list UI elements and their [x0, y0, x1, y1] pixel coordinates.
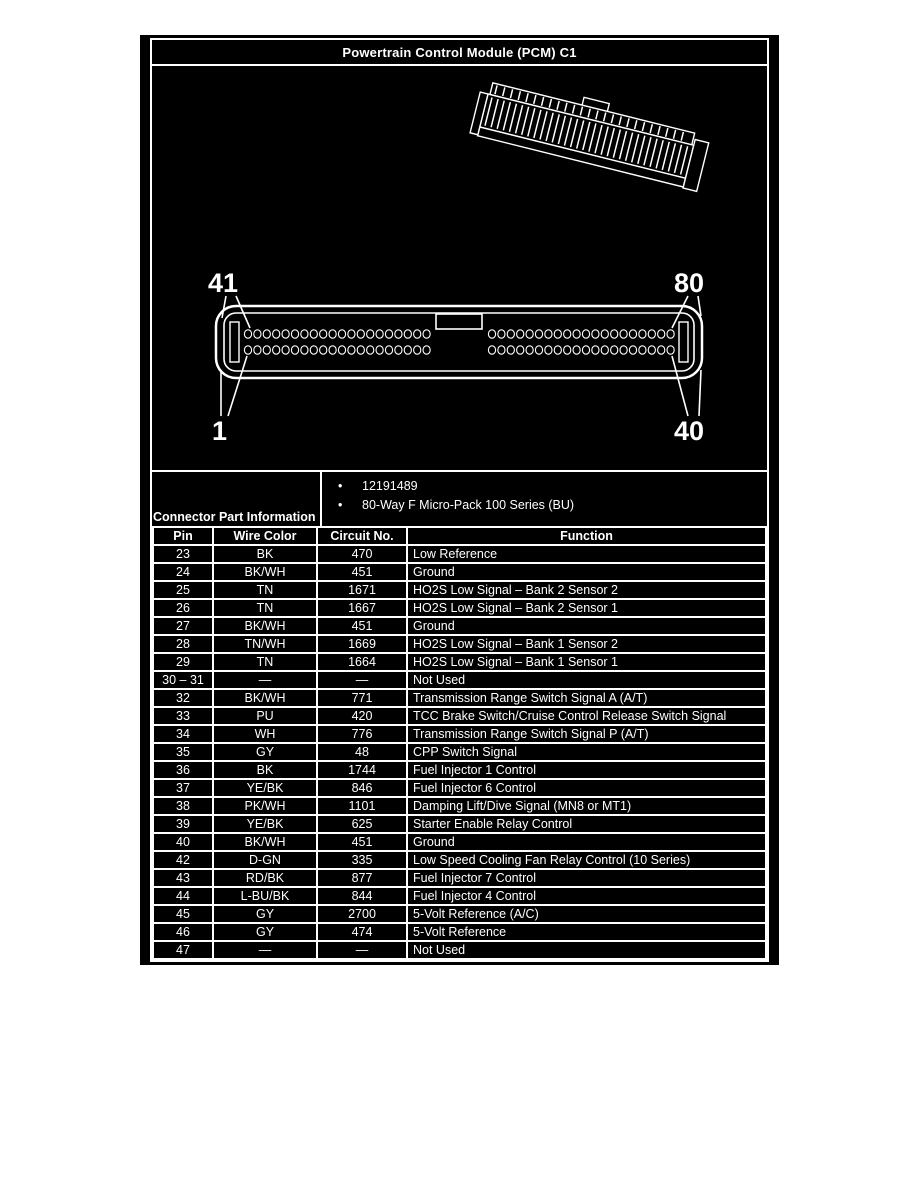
connector-3d-view: [470, 73, 713, 192]
center-key-tab: [436, 314, 482, 329]
pin-cell: 32: [153, 689, 213, 707]
part-description: 80-Way F Micro-Pack 100 Series (BU): [362, 498, 575, 512]
pin-cell: 39: [153, 815, 213, 833]
pin-cell: 45: [153, 905, 213, 923]
wire-color-cell: WH: [213, 725, 317, 743]
wire-color-cell: GY: [213, 743, 317, 761]
wire-color-cell: BK: [213, 761, 317, 779]
pin-cell: 34: [153, 725, 213, 743]
wire-color-cell: TN: [213, 581, 317, 599]
table-row: [153, 869, 766, 887]
table-row: [153, 635, 766, 653]
pin-cell: 46: [153, 923, 213, 941]
wire-color-cell: TN/WH: [213, 635, 317, 653]
wire-color-cell: TN: [213, 653, 317, 671]
header-circuit-no: Circuit No.: [317, 527, 407, 545]
connector-diagram-svg: [152, 66, 767, 470]
header-function: Function: [407, 527, 766, 545]
wire-color-cell: BK/WH: [213, 563, 317, 581]
wire-color-cell: BK: [213, 545, 317, 563]
table-row: [153, 689, 766, 707]
pin-cell: 37: [153, 779, 213, 797]
function-cell: HO2S Low Signal – Bank 1 Sensor 1: [407, 653, 766, 671]
header-pin: Pin: [153, 527, 213, 545]
pin-table-header: [153, 527, 766, 545]
circuit-no-cell: 451: [317, 563, 407, 581]
circuit-no-cell: 844: [317, 887, 407, 905]
pin-cell: 47: [153, 941, 213, 959]
table-row: [153, 563, 766, 581]
list-item: [338, 479, 759, 493]
pin-cell: 33: [153, 707, 213, 725]
function-cell: TCC Brake Switch/Cruise Control Release Switch Signal: [407, 707, 766, 725]
function-cell: Ground: [407, 833, 766, 851]
table-row: [153, 923, 766, 941]
circuit-no-cell: 335: [317, 851, 407, 869]
function-cell: Not Used: [407, 941, 766, 959]
table-row: [153, 941, 766, 959]
page-title: Powertrain Control Module (PCM) C1: [152, 40, 767, 66]
wire-color-cell: BK/WH: [213, 617, 317, 635]
pin-cell: 27: [153, 617, 213, 635]
function-cell: Fuel Injector 7 Control: [407, 869, 766, 887]
connector-part-info-label: Connector Part Information: [152, 472, 322, 526]
pin-label-top-left: 41: [208, 268, 239, 298]
table-row: [153, 779, 766, 797]
left-key-slot: [230, 322, 239, 362]
circuit-no-cell: 1669: [317, 635, 407, 653]
pin-cell: 29: [153, 653, 213, 671]
wire-color-cell: PU: [213, 707, 317, 725]
table-row: [153, 707, 766, 725]
function-cell: Low Speed Cooling Fan Relay Control (10 Series): [407, 851, 766, 869]
pin-table-body: [153, 545, 766, 959]
front-view-pins: [244, 330, 674, 354]
circuit-no-cell: 776: [317, 725, 407, 743]
circuit-no-cell: 625: [317, 815, 407, 833]
circuit-no-cell: —: [317, 671, 407, 689]
part-number: 12191489: [362, 479, 418, 493]
table-row: [153, 851, 766, 869]
function-cell: 5-Volt Reference: [407, 923, 766, 941]
pinout-table: [152, 526, 767, 960]
table-row: [153, 833, 766, 851]
wire-color-cell: YE/BK: [213, 815, 317, 833]
circuit-no-cell: 877: [317, 869, 407, 887]
wire-color-cell: BK/WH: [213, 689, 317, 707]
connector-part-info-list: [322, 472, 767, 526]
function-cell: CPP Switch Signal: [407, 743, 766, 761]
function-cell: Not Used: [407, 671, 766, 689]
pin-cell: 26: [153, 599, 213, 617]
function-cell: Damping Lift/Dive Signal (MN8 or MT1): [407, 797, 766, 815]
pin-cell: 25: [153, 581, 213, 599]
pin-cell: 44: [153, 887, 213, 905]
function-cell: Low Reference: [407, 545, 766, 563]
table-row: [153, 797, 766, 815]
table-row: [153, 887, 766, 905]
circuit-no-cell: 451: [317, 833, 407, 851]
table-row: [153, 671, 766, 689]
table-row: [153, 581, 766, 599]
wire-color-cell: PK/WH: [213, 797, 317, 815]
function-cell: Transmission Range Switch Signal P (A/T): [407, 725, 766, 743]
circuit-no-cell: 451: [317, 617, 407, 635]
wire-color-cell: —: [213, 671, 317, 689]
function-cell: 5-Volt Reference (A/C): [407, 905, 766, 923]
wire-color-cell: YE/BK: [213, 779, 317, 797]
wire-color-cell: D-GN: [213, 851, 317, 869]
wire-color-cell: L-BU/BK: [213, 887, 317, 905]
circuit-no-cell: 1664: [317, 653, 407, 671]
pin-cell: 42: [153, 851, 213, 869]
header-wire-color: Wire Color: [213, 527, 317, 545]
circuit-no-cell: 1744: [317, 761, 407, 779]
pin-cell: 28: [153, 635, 213, 653]
table-row: [153, 599, 766, 617]
circuit-no-cell: —: [317, 941, 407, 959]
table-row: [153, 761, 766, 779]
connector-front-view: [216, 306, 702, 378]
bullet-icon: •: [338, 498, 343, 512]
circuit-no-cell: 420: [317, 707, 407, 725]
circuit-no-cell: 2700: [317, 905, 407, 923]
bullet-icon: •: [338, 479, 343, 493]
function-cell: Starter Enable Relay Control: [407, 815, 766, 833]
circuit-no-cell: 474: [317, 923, 407, 941]
pin-cell: 43: [153, 869, 213, 887]
pin-cell: 24: [153, 563, 213, 581]
pin-cell: 23: [153, 545, 213, 563]
pcm-connector-panel: [140, 35, 779, 965]
function-cell: HO2S Low Signal – Bank 2 Sensor 2: [407, 581, 766, 599]
table-row: [153, 617, 766, 635]
circuit-no-cell: 846: [317, 779, 407, 797]
pin-label-bottom-right: 40: [673, 416, 704, 446]
function-cell: Ground: [407, 617, 766, 635]
table-row: [153, 743, 766, 761]
wire-color-cell: GY: [213, 923, 317, 941]
function-cell: Fuel Injector 1 Control: [407, 761, 766, 779]
pin-cell: 40: [153, 833, 213, 851]
pin-label-bottom-left: 1: [212, 416, 228, 446]
wire-color-cell: TN: [213, 599, 317, 617]
function-cell: HO2S Low Signal – Bank 2 Sensor 1: [407, 599, 766, 617]
table-row: [153, 905, 766, 923]
list-item: [338, 498, 759, 512]
circuit-no-cell: 771: [317, 689, 407, 707]
circuit-no-cell: 470: [317, 545, 407, 563]
wire-color-cell: RD/BK: [213, 869, 317, 887]
pin-cell: 36: [153, 761, 213, 779]
function-cell: Fuel Injector 6 Control: [407, 779, 766, 797]
pin-cell: 38: [153, 797, 213, 815]
connector-part-info-section: [152, 470, 767, 526]
wire-color-cell: GY: [213, 905, 317, 923]
function-cell: Transmission Range Switch Signal A (A/T): [407, 689, 766, 707]
connector-diagram: [152, 66, 767, 470]
function-cell: Ground: [407, 563, 766, 581]
circuit-no-cell: 1667: [317, 599, 407, 617]
wire-color-cell: BK/WH: [213, 833, 317, 851]
pin-cell: 30 – 31: [153, 671, 213, 689]
circuit-no-cell: 48: [317, 743, 407, 761]
panel-content: [150, 38, 769, 962]
function-cell: HO2S Low Signal – Bank 1 Sensor 2: [407, 635, 766, 653]
wire-color-cell: —: [213, 941, 317, 959]
pin-label-top-right: 80: [673, 268, 704, 298]
circuit-no-cell: 1671: [317, 581, 407, 599]
table-row: [153, 545, 766, 563]
table-row: [153, 725, 766, 743]
circuit-no-cell: 1101: [317, 797, 407, 815]
table-row: [153, 653, 766, 671]
table-row: [153, 815, 766, 833]
pin-cell: 35: [153, 743, 213, 761]
function-cell: Fuel Injector 4 Control: [407, 887, 766, 905]
right-key-slot: [679, 322, 688, 362]
